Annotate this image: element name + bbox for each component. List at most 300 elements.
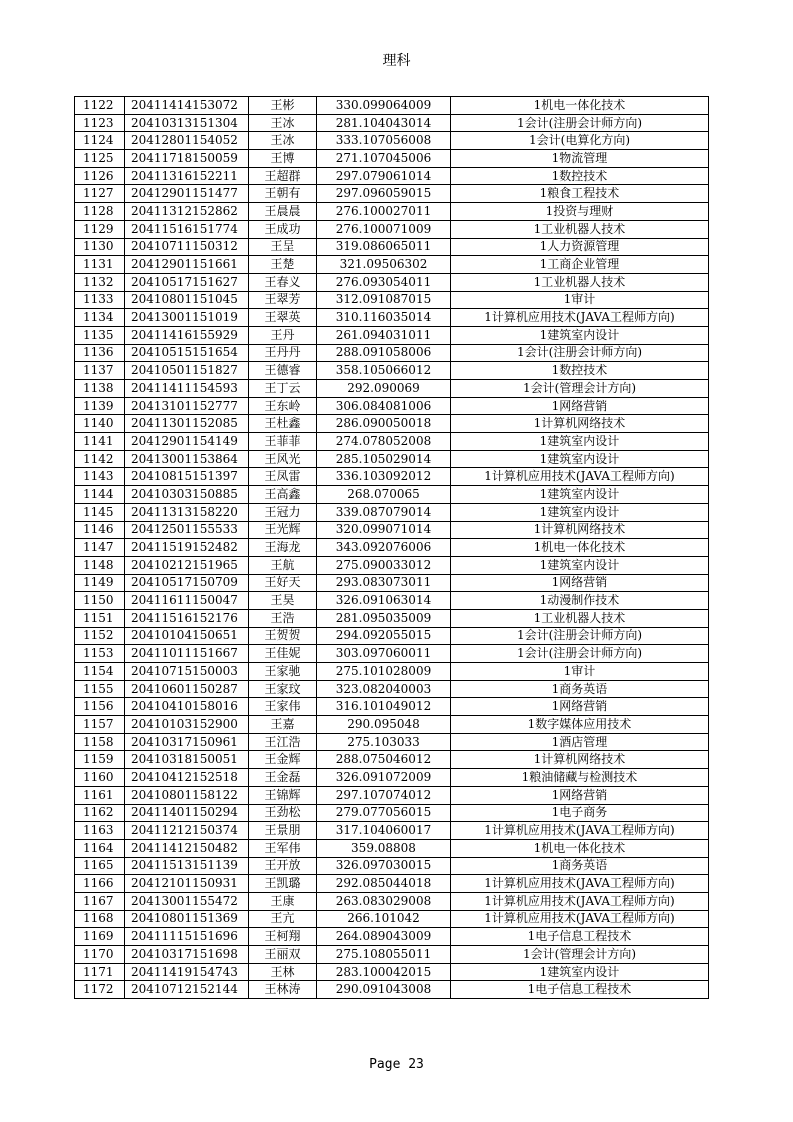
- score-cell: 264.089043009: [317, 928, 451, 946]
- table-row: [75, 185, 709, 203]
- row-index-cell: 1127: [75, 185, 125, 203]
- row-index-cell: 1138: [75, 380, 125, 398]
- row-index-cell: 1170: [75, 946, 125, 964]
- table-row: [75, 627, 709, 645]
- score-cell: 276.100027011: [317, 203, 451, 221]
- major-cell: 1网络营销: [451, 786, 709, 804]
- student-id-cell: 20410303150885: [125, 486, 249, 504]
- score-cell: 292.090069: [317, 380, 451, 398]
- student-id-cell: 20412901154149: [125, 433, 249, 451]
- row-index-cell: 1135: [75, 326, 125, 344]
- row-index-cell: 1140: [75, 415, 125, 433]
- row-index-cell: 1171: [75, 963, 125, 981]
- student-name-cell: 王菲菲: [249, 433, 317, 451]
- major-cell: 1计算机应用技术(JAVA工程师方向): [451, 309, 709, 327]
- student-name-cell: 王丹: [249, 326, 317, 344]
- major-cell: 1机电一体化技术: [451, 97, 709, 115]
- major-cell: 1建筑室内设计: [451, 963, 709, 981]
- score-cell: 326.091072009: [317, 769, 451, 787]
- major-cell: 1审计: [451, 291, 709, 309]
- major-cell: 1物流管理: [451, 150, 709, 168]
- score-cell: 293.083073011: [317, 574, 451, 592]
- student-name-cell: 王军伟: [249, 839, 317, 857]
- score-cell: 275.090033012: [317, 556, 451, 574]
- row-index-cell: 1123: [75, 114, 125, 132]
- student-id-cell: 20412901151477: [125, 185, 249, 203]
- score-cell: 275.101028009: [317, 663, 451, 681]
- major-cell: 1工商企业管理: [451, 256, 709, 274]
- student-name-cell: 王冠力: [249, 503, 317, 521]
- row-index-cell: 1142: [75, 450, 125, 468]
- student-name-cell: 王家伟: [249, 698, 317, 716]
- major-cell: 1会计(注册会计师方向): [451, 114, 709, 132]
- major-cell: 1会计(管理会计方向): [451, 946, 709, 964]
- score-cell: 268.070065: [317, 486, 451, 504]
- table-row: [75, 97, 709, 115]
- row-index-cell: 1162: [75, 804, 125, 822]
- table-row: [75, 574, 709, 592]
- row-index-cell: 1131: [75, 256, 125, 274]
- table-row: [75, 751, 709, 769]
- score-cell: 290.091043008: [317, 981, 451, 999]
- row-index-cell: 1137: [75, 362, 125, 380]
- table-row: [75, 362, 709, 380]
- table-row: [75, 203, 709, 221]
- table-row: [75, 468, 709, 486]
- student-name-cell: 王海龙: [249, 539, 317, 557]
- student-id-cell: 20411718150059: [125, 150, 249, 168]
- major-cell: 1计算机网络技术: [451, 521, 709, 539]
- table-row: [75, 238, 709, 256]
- major-cell: 1投资与理财: [451, 203, 709, 221]
- row-index-cell: 1130: [75, 238, 125, 256]
- table-row: [75, 326, 709, 344]
- table-row: [75, 892, 709, 910]
- score-cell: 263.083029008: [317, 892, 451, 910]
- table-body: [75, 97, 709, 999]
- table-row: [75, 486, 709, 504]
- major-cell: 1电子信息工程技术: [451, 981, 709, 999]
- student-name-cell: 王风光: [249, 450, 317, 468]
- student-id-cell: 20410715150003: [125, 663, 249, 681]
- student-id-cell: 20412901151661: [125, 256, 249, 274]
- row-index-cell: 1154: [75, 663, 125, 681]
- major-cell: 1数控技术: [451, 362, 709, 380]
- row-index-cell: 1159: [75, 751, 125, 769]
- student-name-cell: 王凤雷: [249, 468, 317, 486]
- major-cell: 1人力资源管理: [451, 238, 709, 256]
- row-index-cell: 1125: [75, 150, 125, 168]
- score-cell: 276.100071009: [317, 220, 451, 238]
- student-id-cell: 20413001151019: [125, 309, 249, 327]
- student-name-cell: 王冰: [249, 132, 317, 150]
- row-index-cell: 1145: [75, 503, 125, 521]
- table-row: [75, 273, 709, 291]
- page-number: Page 23: [369, 1057, 424, 1072]
- student-id-cell: 20410517151627: [125, 273, 249, 291]
- student-id-cell: 20411516151774: [125, 220, 249, 238]
- student-name-cell: 王丁云: [249, 380, 317, 398]
- student-name-cell: 王彬: [249, 97, 317, 115]
- score-cell: 319.086065011: [317, 238, 451, 256]
- student-name-cell: 王凯璐: [249, 875, 317, 893]
- row-index-cell: 1156: [75, 698, 125, 716]
- score-cell: 271.107045006: [317, 150, 451, 168]
- table-row: [75, 256, 709, 274]
- student-name-cell: 王亢: [249, 910, 317, 928]
- score-cell: 274.078052008: [317, 433, 451, 451]
- major-cell: 1计算机应用技术(JAVA工程师方向): [451, 822, 709, 840]
- student-id-cell: 20411212150374: [125, 822, 249, 840]
- score-cell: 292.085044018: [317, 875, 451, 893]
- student-id-cell: 20411301152085: [125, 415, 249, 433]
- student-id-cell: 20410501151827: [125, 362, 249, 380]
- row-index-cell: 1133: [75, 291, 125, 309]
- student-name-cell: 王浩: [249, 609, 317, 627]
- major-cell: 1建筑室内设计: [451, 503, 709, 521]
- score-cell: 336.103092012: [317, 468, 451, 486]
- major-cell: 1粮食工程技术: [451, 185, 709, 203]
- score-cell: 285.105029014: [317, 450, 451, 468]
- student-id-cell: 20411513151139: [125, 857, 249, 875]
- student-name-cell: 王昊: [249, 592, 317, 610]
- student-name-cell: 王家驰: [249, 663, 317, 681]
- score-cell: 306.084081006: [317, 397, 451, 415]
- score-cell: 297.079061014: [317, 167, 451, 185]
- student-name-cell: 王贺贺: [249, 627, 317, 645]
- row-index-cell: 1129: [75, 220, 125, 238]
- row-index-cell: 1163: [75, 822, 125, 840]
- major-cell: 1审计: [451, 663, 709, 681]
- student-id-cell: 20410801158122: [125, 786, 249, 804]
- table-row: [75, 716, 709, 734]
- student-id-cell: 20411419154743: [125, 963, 249, 981]
- major-cell: 1网络营销: [451, 574, 709, 592]
- major-cell: 1电子商务: [451, 804, 709, 822]
- student-name-cell: 王高鑫: [249, 486, 317, 504]
- student-id-cell: 20411412150482: [125, 839, 249, 857]
- score-cell: 323.082040003: [317, 680, 451, 698]
- student-id-cell: 20411519152482: [125, 539, 249, 557]
- student-name-cell: 王晨晨: [249, 203, 317, 221]
- score-cell: 275.103033: [317, 733, 451, 751]
- score-cell: 290.095048: [317, 716, 451, 734]
- table-row: [75, 344, 709, 362]
- table-row: [75, 220, 709, 238]
- score-cell: 288.091058006: [317, 344, 451, 362]
- table-row: [75, 786, 709, 804]
- table-row: [75, 380, 709, 398]
- student-name-cell: 王成功: [249, 220, 317, 238]
- score-cell: 303.097060011: [317, 645, 451, 663]
- student-id-cell: 20410815151397: [125, 468, 249, 486]
- admission-table: [74, 96, 709, 999]
- student-id-cell: 20410317150961: [125, 733, 249, 751]
- row-index-cell: 1122: [75, 97, 125, 115]
- table-row: [75, 450, 709, 468]
- table-row: [75, 592, 709, 610]
- student-id-cell: 20412501155533: [125, 521, 249, 539]
- student-name-cell: 王冰: [249, 114, 317, 132]
- table-row: [75, 433, 709, 451]
- major-cell: 1计算机应用技术(JAVA工程师方向): [451, 892, 709, 910]
- student-name-cell: 王康: [249, 892, 317, 910]
- student-name-cell: 王开放: [249, 857, 317, 875]
- row-index-cell: 1143: [75, 468, 125, 486]
- student-id-cell: 20413101152777: [125, 397, 249, 415]
- student-name-cell: 王锦辉: [249, 786, 317, 804]
- table-row: [75, 503, 709, 521]
- table-row: [75, 822, 709, 840]
- student-id-cell: 20411312152862: [125, 203, 249, 221]
- student-id-cell: 20411414153072: [125, 97, 249, 115]
- table-row: [75, 114, 709, 132]
- row-index-cell: 1155: [75, 680, 125, 698]
- student-name-cell: 王丹丹: [249, 344, 317, 362]
- major-cell: 1会计(注册会计师方向): [451, 627, 709, 645]
- score-cell: 294.092055015: [317, 627, 451, 645]
- score-cell: 266.101042: [317, 910, 451, 928]
- row-index-cell: 1158: [75, 733, 125, 751]
- student-id-cell: 20410515151654: [125, 344, 249, 362]
- major-cell: 1酒店管理: [451, 733, 709, 751]
- score-cell: 326.091063014: [317, 592, 451, 610]
- student-name-cell: 王博: [249, 150, 317, 168]
- table-row: [75, 167, 709, 185]
- major-cell: 1工业机器人技术: [451, 273, 709, 291]
- major-cell: 1数字媒体应用技术: [451, 716, 709, 734]
- student-id-cell: 20410517150709: [125, 574, 249, 592]
- score-cell: 288.075046012: [317, 751, 451, 769]
- row-index-cell: 1126: [75, 167, 125, 185]
- major-cell: 1商务英语: [451, 680, 709, 698]
- score-cell: 281.095035009: [317, 609, 451, 627]
- row-index-cell: 1152: [75, 627, 125, 645]
- table-row: [75, 521, 709, 539]
- row-index-cell: 1149: [75, 574, 125, 592]
- student-id-cell: 20410212151965: [125, 556, 249, 574]
- student-name-cell: 王翠芳: [249, 291, 317, 309]
- student-id-cell: 20410801151369: [125, 910, 249, 928]
- row-index-cell: 1141: [75, 433, 125, 451]
- table-row: [75, 963, 709, 981]
- score-cell: 316.101049012: [317, 698, 451, 716]
- student-name-cell: 王林: [249, 963, 317, 981]
- student-id-cell: 20410601150287: [125, 680, 249, 698]
- row-index-cell: 1134: [75, 309, 125, 327]
- table-row: [75, 609, 709, 627]
- major-cell: 1电子信息工程技术: [451, 928, 709, 946]
- student-name-cell: 王林涛: [249, 981, 317, 999]
- student-name-cell: 王柯翔: [249, 928, 317, 946]
- score-cell: 286.090050018: [317, 415, 451, 433]
- major-cell: 1会计(注册会计师方向): [451, 645, 709, 663]
- row-index-cell: 1148: [75, 556, 125, 574]
- table-row: [75, 875, 709, 893]
- row-index-cell: 1136: [75, 344, 125, 362]
- table-row: [75, 804, 709, 822]
- student-name-cell: 王东岭: [249, 397, 317, 415]
- score-cell: 320.099071014: [317, 521, 451, 539]
- row-index-cell: 1167: [75, 892, 125, 910]
- table-row: [75, 132, 709, 150]
- table-row: [75, 415, 709, 433]
- score-cell: 317.104060017: [317, 822, 451, 840]
- row-index-cell: 1153: [75, 645, 125, 663]
- major-cell: 1建筑室内设计: [451, 433, 709, 451]
- table-row: [75, 733, 709, 751]
- major-cell: 1计算机应用技术(JAVA工程师方向): [451, 468, 709, 486]
- row-index-cell: 1165: [75, 857, 125, 875]
- row-index-cell: 1144: [75, 486, 125, 504]
- table-row: [75, 928, 709, 946]
- table-row: [75, 680, 709, 698]
- table-row: [75, 946, 709, 964]
- major-cell: 1建筑室内设计: [451, 326, 709, 344]
- score-cell: 312.091087015: [317, 291, 451, 309]
- student-name-cell: 王楚: [249, 256, 317, 274]
- score-cell: 310.116035014: [317, 309, 451, 327]
- student-name-cell: 王丽双: [249, 946, 317, 964]
- table-row: [75, 309, 709, 327]
- row-index-cell: 1147: [75, 539, 125, 557]
- student-id-cell: 20410318150051: [125, 751, 249, 769]
- major-cell: 1机电一体化技术: [451, 539, 709, 557]
- student-id-cell: 20411611150047: [125, 592, 249, 610]
- student-id-cell: 20413001155472: [125, 892, 249, 910]
- student-name-cell: 王翠英: [249, 309, 317, 327]
- student-name-cell: 王佳妮: [249, 645, 317, 663]
- score-cell: 297.096059015: [317, 185, 451, 203]
- student-id-cell: 20411313158220: [125, 503, 249, 521]
- student-id-cell: 20410801151045: [125, 291, 249, 309]
- table-row: [75, 645, 709, 663]
- student-id-cell: 20411401150294: [125, 804, 249, 822]
- major-cell: 1建筑室内设计: [451, 450, 709, 468]
- row-index-cell: 1172: [75, 981, 125, 999]
- major-cell: 1会计(电算化方向): [451, 132, 709, 150]
- student-id-cell: 20411516152176: [125, 609, 249, 627]
- row-index-cell: 1132: [75, 273, 125, 291]
- student-id-cell: 20410317151698: [125, 946, 249, 964]
- major-cell: 1计算机网络技术: [451, 751, 709, 769]
- major-cell: 1建筑室内设计: [451, 556, 709, 574]
- score-cell: 326.097030015: [317, 857, 451, 875]
- student-id-cell: 20412801154052: [125, 132, 249, 150]
- score-cell: 359.08808: [317, 839, 451, 857]
- major-cell: 1工业机器人技术: [451, 220, 709, 238]
- student-name-cell: 王劲松: [249, 804, 317, 822]
- student-name-cell: 王金磊: [249, 769, 317, 787]
- student-name-cell: 王好天: [249, 574, 317, 592]
- row-index-cell: 1128: [75, 203, 125, 221]
- student-name-cell: 王航: [249, 556, 317, 574]
- score-cell: 297.107074012: [317, 786, 451, 804]
- table-row: [75, 150, 709, 168]
- score-cell: 261.094031011: [317, 326, 451, 344]
- student-id-cell: 20412101150931: [125, 875, 249, 893]
- row-index-cell: 1169: [75, 928, 125, 946]
- major-cell: 1会计(管理会计方向): [451, 380, 709, 398]
- row-index-cell: 1151: [75, 609, 125, 627]
- table-row: [75, 857, 709, 875]
- major-cell: 1商务英语: [451, 857, 709, 875]
- major-cell: 1网络营销: [451, 698, 709, 716]
- major-cell: 1计算机应用技术(JAVA工程师方向): [451, 910, 709, 928]
- score-cell: 281.104043014: [317, 114, 451, 132]
- score-cell: 330.099064009: [317, 97, 451, 115]
- major-cell: 1动漫制作技术: [451, 592, 709, 610]
- student-name-cell: 王呈: [249, 238, 317, 256]
- student-name-cell: 王嘉: [249, 716, 317, 734]
- student-id-cell: 20410410158016: [125, 698, 249, 716]
- score-cell: 279.077056015: [317, 804, 451, 822]
- score-cell: 339.087079014: [317, 503, 451, 521]
- student-name-cell: 王江浩: [249, 733, 317, 751]
- table-row: [75, 556, 709, 574]
- table-row: [75, 839, 709, 857]
- row-index-cell: 1160: [75, 769, 125, 787]
- student-name-cell: 王家玟: [249, 680, 317, 698]
- student-id-cell: 20411011151667: [125, 645, 249, 663]
- table-row: [75, 663, 709, 681]
- score-cell: 283.100042015: [317, 963, 451, 981]
- score-cell: 333.107056008: [317, 132, 451, 150]
- page-title: 理科: [382, 53, 411, 69]
- table-row: [75, 769, 709, 787]
- row-index-cell: 1150: [75, 592, 125, 610]
- student-id-cell: 20411416155929: [125, 326, 249, 344]
- student-id-cell: 20413001153864: [125, 450, 249, 468]
- row-index-cell: 1168: [75, 910, 125, 928]
- major-cell: 1计算机应用技术(JAVA工程师方向): [451, 875, 709, 893]
- score-cell: 321.09506302: [317, 256, 451, 274]
- major-cell: 1粮油储藏与检测技术: [451, 769, 709, 787]
- student-name-cell: 王春义: [249, 273, 317, 291]
- student-name-cell: 王杜鑫: [249, 415, 317, 433]
- student-id-cell: 20410313151304: [125, 114, 249, 132]
- student-name-cell: 王德睿: [249, 362, 317, 380]
- student-id-cell: 20410412152518: [125, 769, 249, 787]
- table-row: [75, 698, 709, 716]
- major-cell: 1机电一体化技术: [451, 839, 709, 857]
- major-cell: 1建筑室内设计: [451, 486, 709, 504]
- student-name-cell: 王景朋: [249, 822, 317, 840]
- table-row: [75, 539, 709, 557]
- student-id-cell: 20411115151696: [125, 928, 249, 946]
- table-row: [75, 910, 709, 928]
- row-index-cell: 1164: [75, 839, 125, 857]
- table-row: [75, 981, 709, 999]
- row-index-cell: 1157: [75, 716, 125, 734]
- row-index-cell: 1139: [75, 397, 125, 415]
- major-cell: 1数控技术: [451, 167, 709, 185]
- student-id-cell: 20410712152144: [125, 981, 249, 999]
- student-name-cell: 王朝有: [249, 185, 317, 203]
- score-cell: 276.093054011: [317, 273, 451, 291]
- row-index-cell: 1166: [75, 875, 125, 893]
- row-index-cell: 1146: [75, 521, 125, 539]
- student-name-cell: 王超群: [249, 167, 317, 185]
- student-id-cell: 20411316152211: [125, 167, 249, 185]
- major-cell: 1会计(注册会计师方向): [451, 344, 709, 362]
- row-index-cell: 1124: [75, 132, 125, 150]
- row-index-cell: 1161: [75, 786, 125, 804]
- student-id-cell: 20411411154593: [125, 380, 249, 398]
- student-name-cell: 王金辉: [249, 751, 317, 769]
- major-cell: 1网络营销: [451, 397, 709, 415]
- score-cell: 343.092076006: [317, 539, 451, 557]
